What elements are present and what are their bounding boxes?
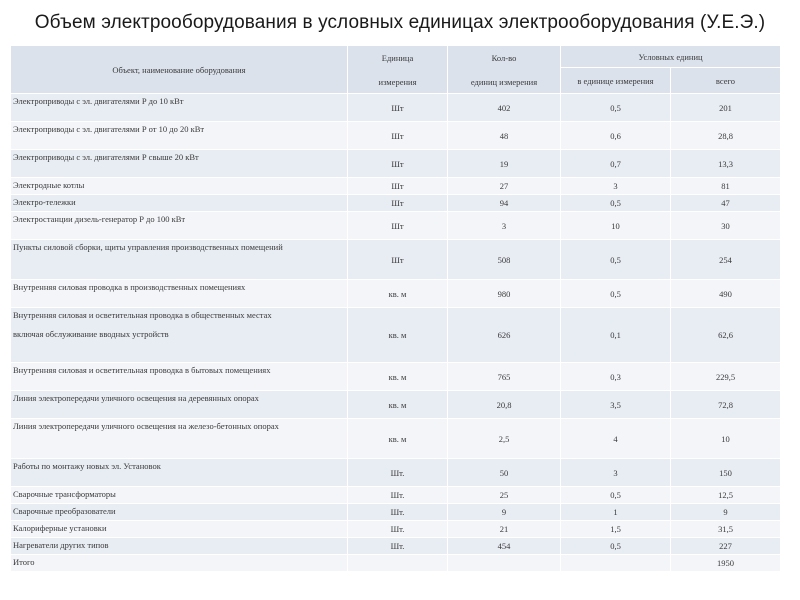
cell-name: Сварочные трансформаторы <box>11 487 348 504</box>
table-row <box>11 391 781 419</box>
table-row <box>11 521 781 538</box>
cell-qty: 9 <box>448 504 561 521</box>
table-row <box>11 487 781 504</box>
cell-total: 28,8 <box>671 122 781 150</box>
cell-unit: Шт <box>348 178 448 195</box>
cell-name-line2: включая обслуживание вводных устройств <box>13 329 169 339</box>
cell-name: Итого <box>11 555 348 572</box>
cell-per-unit: 0,3 <box>561 363 671 391</box>
cell-per-unit <box>561 555 671 572</box>
cell-unit: кв. м <box>348 391 448 419</box>
cell-name: Пункты силовой сборки, щиты управления производственных помещений <box>11 240 348 280</box>
table-row <box>11 459 781 487</box>
cell-unit: кв. м <box>348 363 448 391</box>
cell-unit: кв. м <box>348 308 448 363</box>
cell-per-unit: 0,6 <box>561 122 671 150</box>
cell-unit: Шт <box>348 240 448 280</box>
cell-name: Работы по монтажу новых эл. Установок <box>11 459 348 487</box>
cell-per-unit: 10 <box>561 212 671 240</box>
cell-total: 227 <box>671 538 781 555</box>
cell-qty: 21 <box>448 521 561 538</box>
cell-unit: Шт <box>348 150 448 178</box>
header-qty-line2: единиц измерения <box>470 76 538 87</box>
cell-total: 9 <box>671 504 781 521</box>
cell-qty: 27 <box>448 178 561 195</box>
cell-unit: Шт. <box>348 487 448 504</box>
header-total: всего <box>671 68 781 94</box>
cell-unit: Шт <box>348 212 448 240</box>
cell-total: 62,6 <box>671 308 781 363</box>
table-row <box>11 212 781 240</box>
header-unit <box>348 46 448 94</box>
header-unit-line1: Единица <box>381 52 414 63</box>
cell-total: 31,5 <box>671 521 781 538</box>
cell-qty: 454 <box>448 538 561 555</box>
equipment-table <box>10 45 781 572</box>
cell-total: 229,5 <box>671 363 781 391</box>
cell-name: Электродные котлы <box>11 178 348 195</box>
cell-total: 81 <box>671 178 781 195</box>
cell-name: Нагреватели других типов <box>11 538 348 555</box>
cell-total: 12,5 <box>671 487 781 504</box>
cell-unit: Шт. <box>348 504 448 521</box>
header-unit-line2: измерения <box>378 76 417 87</box>
cell-per-unit: 3 <box>561 459 671 487</box>
cell-qty: 19 <box>448 150 561 178</box>
cell-qty: 48 <box>448 122 561 150</box>
table-row-total <box>11 555 781 572</box>
cell-per-unit: 3,5 <box>561 391 671 419</box>
cell-qty <box>448 555 561 572</box>
table-row <box>11 94 781 122</box>
cell-name: Калориферные установки <box>11 521 348 538</box>
page-title: Объем электрооборудования в условных единицах электрооборудования (У.Е.Э.) <box>34 12 766 33</box>
cell-name: Электроприводы с эл. двигателями Р свыше 20 кВт <box>11 150 348 178</box>
cell-qty: 2,5 <box>448 419 561 459</box>
cell-qty: 980 <box>448 280 561 308</box>
table-row <box>11 308 781 363</box>
cell-per-unit: 0,5 <box>561 240 671 280</box>
cell-total: 254 <box>671 240 781 280</box>
cell-per-unit: 0,5 <box>561 280 671 308</box>
table-row <box>11 122 781 150</box>
cell-unit <box>348 555 448 572</box>
cell-total: 490 <box>671 280 781 308</box>
cell-per-unit: 1 <box>561 504 671 521</box>
cell-qty: 508 <box>448 240 561 280</box>
cell-qty: 50 <box>448 459 561 487</box>
header-per-unit: в единице измерения <box>561 68 671 94</box>
table-row <box>11 240 781 280</box>
cell-name: Сварочные преобразователи <box>11 504 348 521</box>
table-row <box>11 150 781 178</box>
cell-total: 13,3 <box>671 150 781 178</box>
cell-total: 150 <box>671 459 781 487</box>
cell-per-unit: 0,5 <box>561 487 671 504</box>
header-qty-line1: Кол-во <box>491 52 517 63</box>
cell-per-unit: 0,7 <box>561 150 671 178</box>
cell-unit: Шт <box>348 122 448 150</box>
cell-unit: Шт. <box>348 521 448 538</box>
table-row <box>11 538 781 555</box>
cell-name: Линия электропередачи уличного освещения на железо-бетонных опорах <box>11 419 348 459</box>
cell-name <box>11 308 348 363</box>
cell-total: 10 <box>671 419 781 459</box>
cell-qty: 94 <box>448 195 561 212</box>
cell-per-unit: 4 <box>561 419 671 459</box>
header-qty <box>448 46 561 94</box>
cell-qty: 626 <box>448 308 561 363</box>
table-row <box>11 504 781 521</box>
cell-qty: 3 <box>448 212 561 240</box>
cell-total: 1950 <box>671 555 781 572</box>
table-row <box>11 178 781 195</box>
table-row <box>11 280 781 308</box>
header-object: Объект, наименование оборудования <box>11 46 348 94</box>
table-row <box>11 363 781 391</box>
cell-name: Электроприводы с эл. двигателями Р до 10 кВт <box>11 94 348 122</box>
cell-per-unit: 0,1 <box>561 308 671 363</box>
cell-qty: 25 <box>448 487 561 504</box>
cell-unit: Шт <box>348 195 448 212</box>
cell-per-unit: 0,5 <box>561 94 671 122</box>
cell-name: Линия электропередачи уличного освещения на деревянных опорах <box>11 391 348 419</box>
cell-name: Внутренняя силовая и осветительная проводка в бытовых помещениях <box>11 363 348 391</box>
table-row <box>11 419 781 459</box>
cell-unit: кв. м <box>348 419 448 459</box>
cell-qty: 20,8 <box>448 391 561 419</box>
cell-unit: Шт <box>348 94 448 122</box>
cell-per-unit: 0,5 <box>561 195 671 212</box>
cell-name: Электро-тележки <box>11 195 348 212</box>
cell-qty: 765 <box>448 363 561 391</box>
cell-total: 47 <box>671 195 781 212</box>
cell-qty: 402 <box>448 94 561 122</box>
cell-per-unit: 0,5 <box>561 538 671 555</box>
header-conventional-units: Условных единиц <box>561 46 781 68</box>
cell-name: Электростанции дизель-генератор Р до 100 кВт <box>11 212 348 240</box>
cell-per-unit: 3 <box>561 178 671 195</box>
cell-name-line1: Внутренняя силовая и осветительная проводка в общественных местах <box>13 310 272 320</box>
cell-unit: Шт. <box>348 538 448 555</box>
cell-total: 30 <box>671 212 781 240</box>
cell-per-unit: 1,5 <box>561 521 671 538</box>
table-row <box>11 195 781 212</box>
cell-total: 72,8 <box>671 391 781 419</box>
cell-name: Внутренняя силовая проводка в производственных помещениях <box>11 280 348 308</box>
cell-name: Электроприводы с эл. двигателями Р от 10 до 20 кВт <box>11 122 348 150</box>
cell-unit: Шт. <box>348 459 448 487</box>
cell-total: 201 <box>671 94 781 122</box>
cell-unit: кв. м <box>348 280 448 308</box>
